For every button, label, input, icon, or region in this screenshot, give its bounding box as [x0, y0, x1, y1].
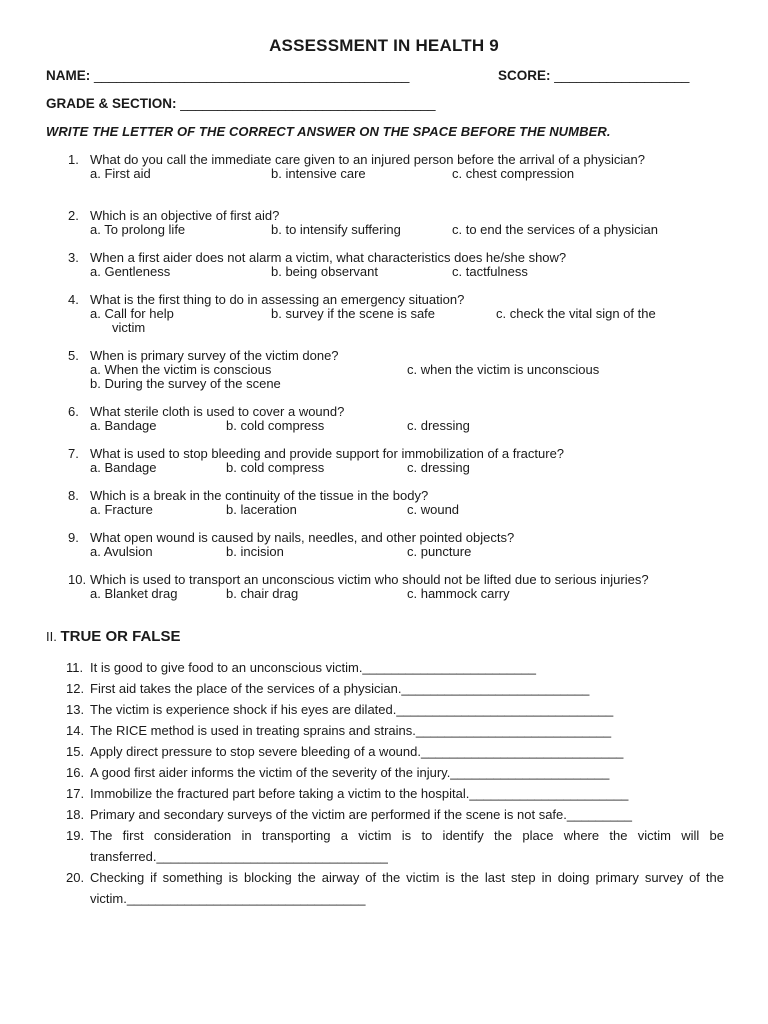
- item-number: 14.: [66, 723, 85, 738]
- question-text: What open wound is caused by nails, needles, and other pointed objects?: [90, 530, 515, 545]
- section-roman: II.: [46, 629, 61, 644]
- grade-section-line: __________________________________: [180, 96, 436, 111]
- option-c: c. dressing: [407, 460, 470, 475]
- option-b: b. to intensify suffering: [271, 222, 401, 237]
- score-field: [498, 68, 689, 83]
- option-b: b. cold compress: [226, 460, 325, 475]
- item-number: 18.: [66, 807, 85, 822]
- item-number: 15.: [66, 744, 85, 759]
- true-false-item: [66, 762, 724, 783]
- question-item: [68, 489, 724, 517]
- question-number: 8.: [68, 488, 79, 503]
- item-number: 19.: [66, 828, 85, 843]
- option-b: b. incision: [226, 544, 284, 559]
- option-c: c. chest compression: [452, 166, 575, 181]
- option-b: b. laceration: [226, 502, 297, 517]
- item-text: The first consideration in transporting a victim is to identify the place where the victim will be transferred.________________________________: [90, 828, 724, 864]
- true-false-item: [66, 678, 724, 699]
- option-a: a. Call for help: [90, 306, 174, 321]
- question-number: 3.: [68, 250, 79, 265]
- option-c: c. tactfulness: [452, 264, 528, 279]
- item-number: 20.: [66, 870, 85, 885]
- question-number: 1.: [68, 152, 79, 167]
- question-item: [68, 405, 724, 433]
- question-item: [68, 251, 724, 279]
- item-number: 13.: [66, 702, 85, 717]
- item-text: Primary and secondary surveys of the victim are performed if the scene is not safe._________: [90, 807, 632, 822]
- grade-section-field: [46, 96, 436, 111]
- true-false-item: [66, 741, 724, 762]
- option-b: b. cold compress: [226, 418, 325, 433]
- question-text: Which is a break in the continuity of the tissue in the body?: [90, 488, 429, 503]
- name-field: [46, 68, 409, 83]
- item-number: 17.: [66, 786, 85, 801]
- option-b: b. chair drag: [226, 586, 299, 601]
- option-a: a. Gentleness: [90, 264, 171, 279]
- question-number: 9.: [68, 530, 79, 545]
- option-a: a. Fracture: [90, 502, 153, 517]
- page-title: ASSESSMENT IN HEALTH 9: [269, 36, 499, 55]
- true-false-item: [66, 783, 724, 804]
- option-c: c. to end the services of a physician: [452, 222, 658, 237]
- item-number: 16.: [66, 765, 85, 780]
- question-text: What is the first thing to do in assessing an emergency situation?: [90, 292, 465, 307]
- option-b: b. being observant: [271, 264, 378, 279]
- question-text: What is used to stop bleeding and provide support for immobilization of a fracture?: [90, 446, 565, 461]
- option-a: a. Blanket drag: [90, 586, 178, 601]
- question-number: 7.: [68, 446, 79, 461]
- question-item: [68, 293, 724, 335]
- true-false-item: [66, 825, 724, 867]
- option-c: c. check the vital sign of the: [496, 306, 656, 321]
- option-c: c. puncture: [407, 544, 472, 559]
- question-number: 2.: [68, 208, 79, 223]
- question-number: 6.: [68, 404, 79, 419]
- item-text: First aid takes the place of the services of a physician.__________________________: [90, 681, 590, 696]
- item-text: It is good to give food to an unconscious victim.________________________: [90, 660, 536, 675]
- item-text: The RICE method is used in treating sprains and strains.___________________________: [90, 723, 612, 738]
- question-number: 10.: [68, 572, 87, 587]
- option-a: a. To prolong life: [90, 222, 186, 237]
- question-number: 5.: [68, 348, 79, 363]
- question-text: When is primary survey of the victim done?: [90, 348, 339, 363]
- score-line: __________________: [554, 68, 690, 83]
- item-text: Checking if something is blocking the airway of the victim is the last step in doing primary survey of the victim._________________________________: [90, 870, 724, 906]
- question-text: What do you call the immediate care given to an injured person before the arrival of a physician?: [90, 152, 645, 167]
- true-false-item: [66, 699, 724, 720]
- option-b: b. intensive care: [271, 166, 366, 181]
- question-item: [68, 153, 724, 181]
- option-a: a. Avulsion: [90, 544, 153, 559]
- item-number: 11.: [66, 660, 84, 675]
- question-item: [68, 447, 724, 475]
- option-continuation: victim: [112, 320, 146, 335]
- item-text: A good first aider informs the victim of the severity of the injury.______________________: [90, 765, 610, 780]
- question-item: [68, 573, 724, 601]
- question-number: 4.: [68, 292, 79, 307]
- item-text: Immobilize the fractured part before taking a victim to the hospital.______________________: [90, 786, 629, 801]
- option-c: c. wound: [407, 502, 460, 517]
- true-false-item: [66, 867, 724, 909]
- name-line: __________________________________________: [94, 68, 410, 83]
- section-heading: [46, 628, 180, 645]
- option-a: a. First aid: [90, 166, 151, 181]
- grade-section-label: GRADE & SECTION:: [46, 96, 177, 111]
- question-text: When a first aider does not alarm a victim, what characteristics does he/she show?: [90, 250, 567, 265]
- option-a: a. When the victim is conscious: [90, 362, 272, 377]
- section-title: TRUE OR FALSE: [60, 628, 181, 645]
- option-b: b. During the survey of the scene: [90, 376, 281, 391]
- option-c: c. hammock carry: [407, 586, 510, 601]
- item-text: Apply direct pressure to stop severe bleeding of a wound.____________________________: [90, 744, 624, 759]
- question-text: Which is an objective of first aid?: [90, 208, 280, 223]
- option-c: c. when the victim is unconscious: [407, 362, 600, 377]
- question-item: [68, 349, 724, 391]
- question-item: [68, 209, 724, 237]
- score-label: SCORE:: [498, 68, 551, 83]
- true-false-item: [66, 720, 724, 741]
- option-a: a. Bandage: [90, 418, 157, 433]
- name-label: NAME:: [46, 68, 91, 83]
- true-false-item: [66, 657, 724, 678]
- instructions: WRITE THE LETTER OF THE CORRECT ANSWER ON THE SPACE BEFORE THE NUMBER.: [46, 124, 611, 139]
- question-text: What sterile cloth is used to cover a wound?: [90, 404, 345, 419]
- item-text: The victim is experience shock if his eyes are dilated.______________________________: [90, 702, 614, 717]
- option-a: a. Bandage: [90, 460, 157, 475]
- question-item: [68, 531, 724, 559]
- option-c: c. dressing: [407, 418, 470, 433]
- option-b: b. survey if the scene is safe: [271, 306, 436, 321]
- item-number: 12.: [66, 681, 85, 696]
- question-text: Which is used to transport an unconscious victim who should not be lifted due to serious injuries?: [90, 572, 649, 587]
- true-false-item: [66, 804, 724, 825]
